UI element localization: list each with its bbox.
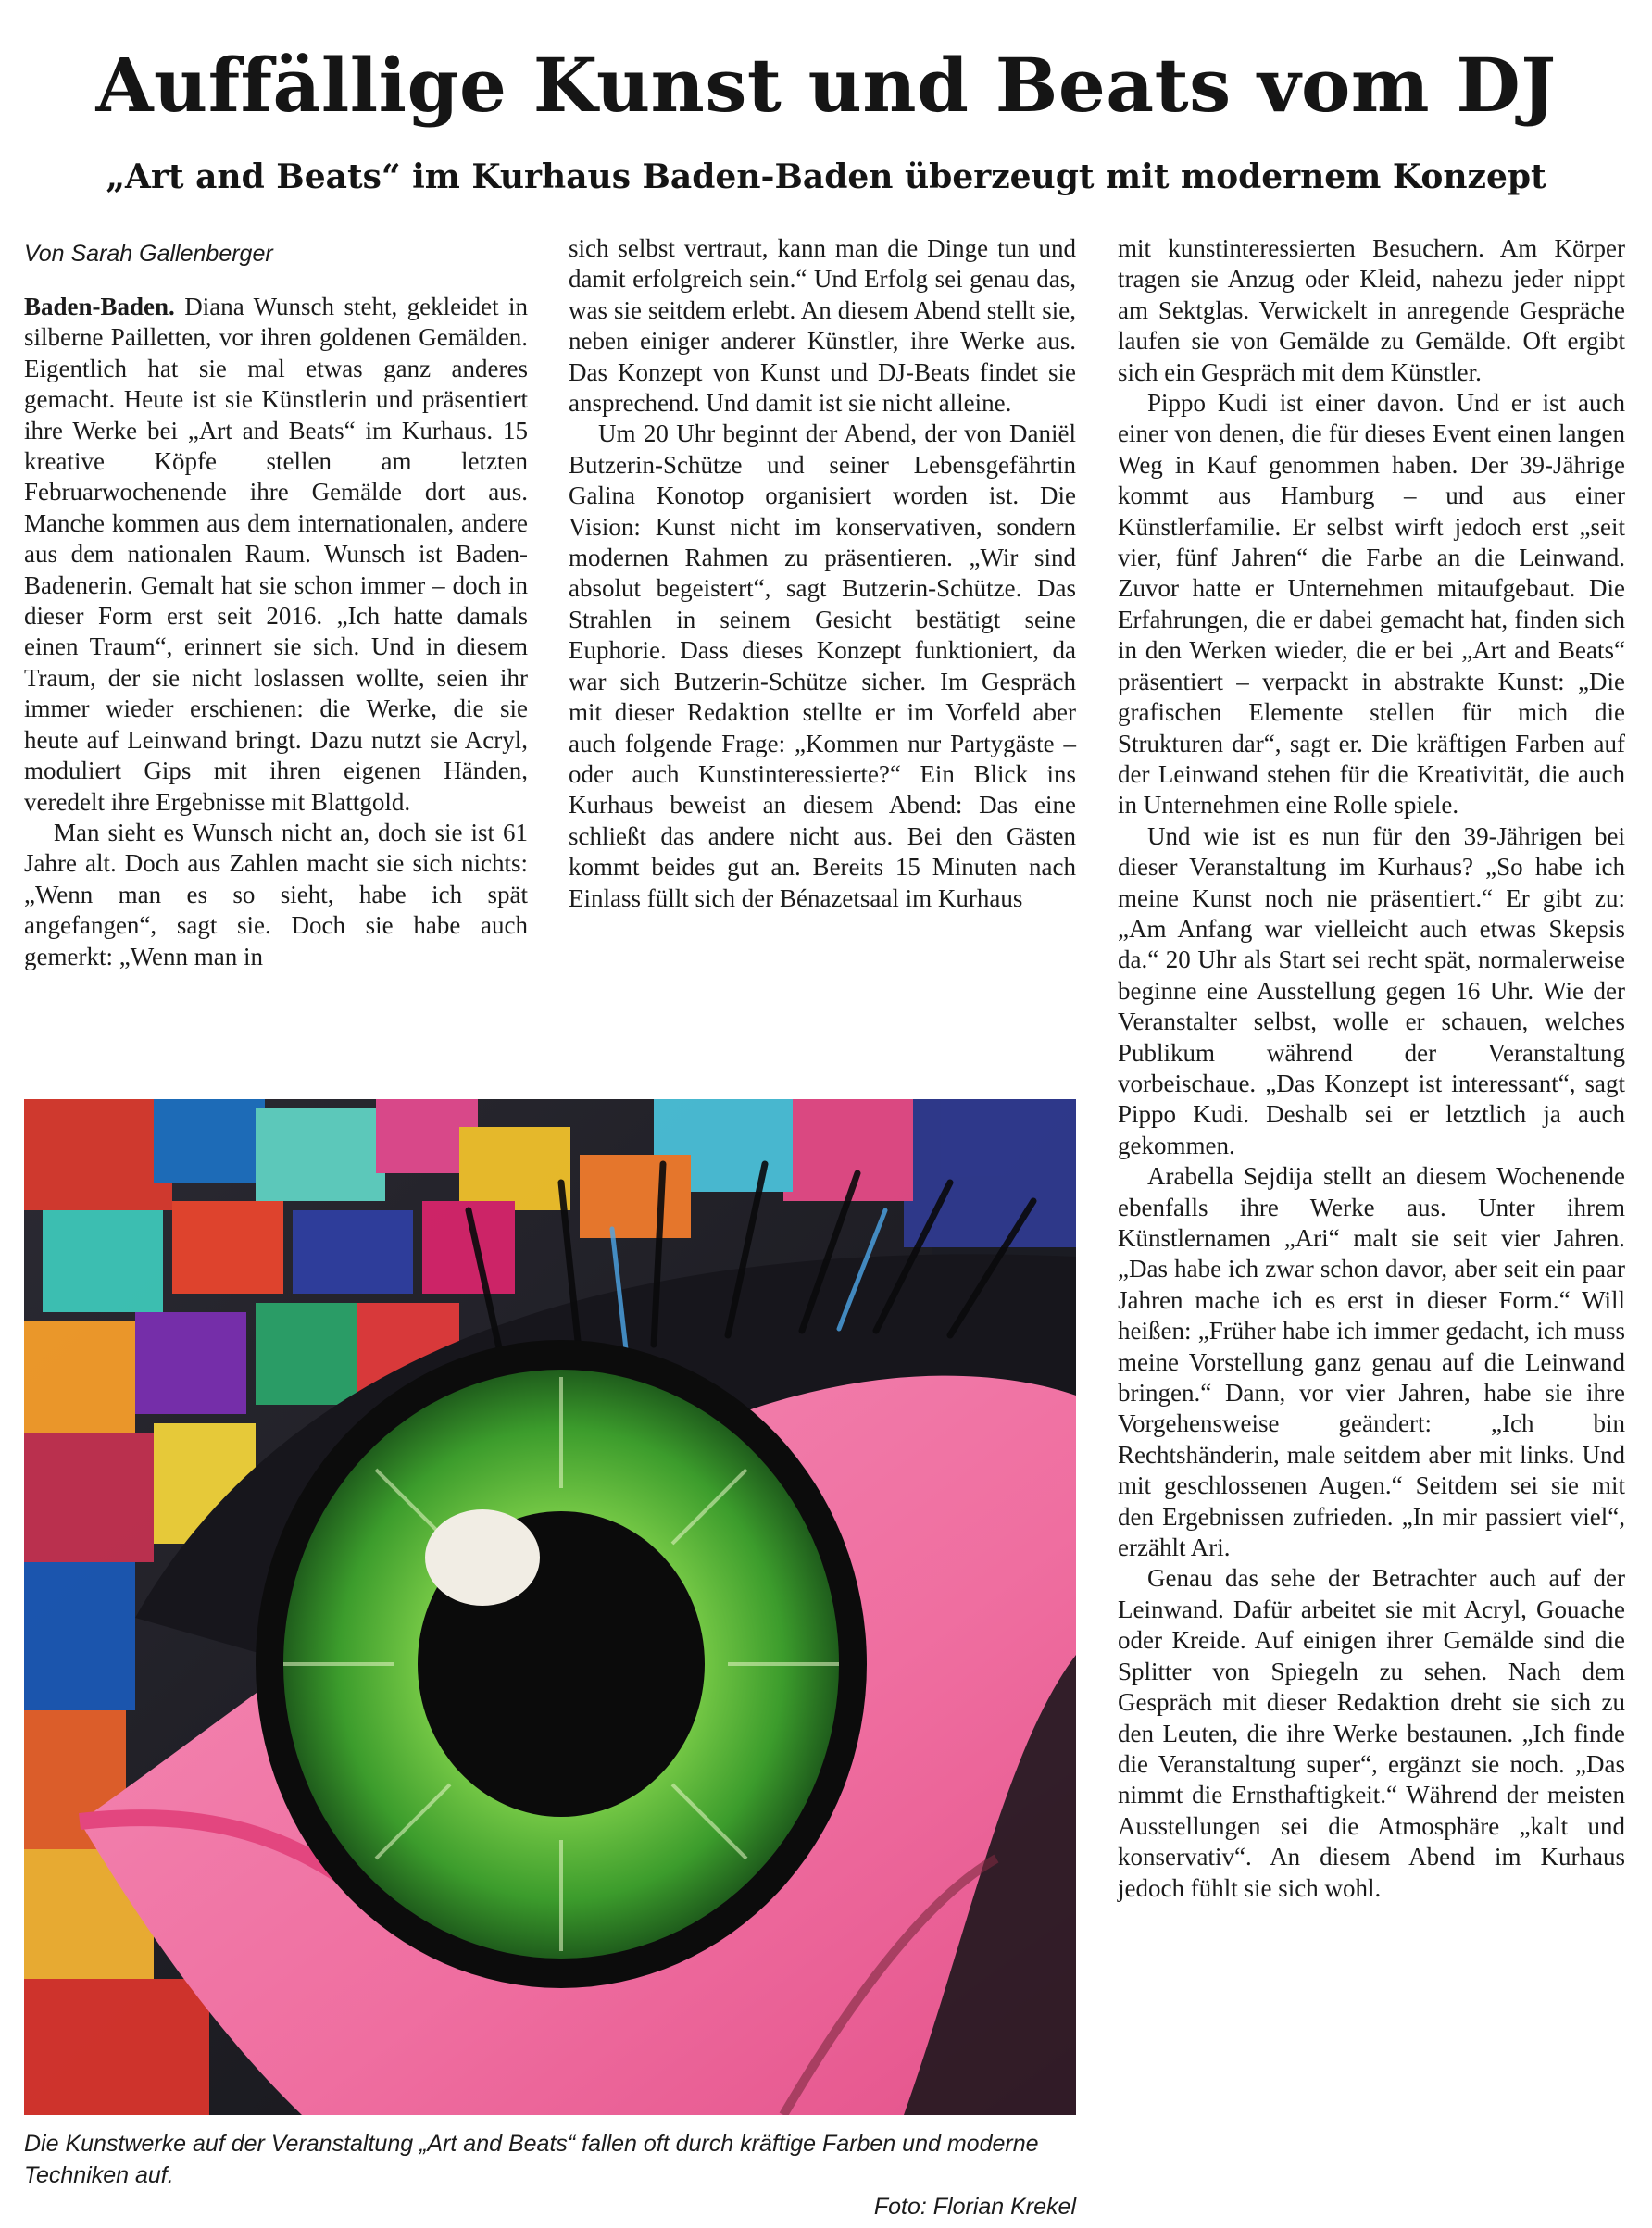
subheadline: „Art and Beats“ im Kurhaus Baden-Baden überzeugt mit modernem Konzept (106, 157, 1546, 196)
headline: Auffällige Kunst und Beats vom DJ (95, 42, 1557, 129)
paragraph: Arabella Sejdija stellt an diesem Wochenende ebenfalls ihre Werke aus. Unter ihrem Künstlernamen „Ari“ malt sie seit vier Jahren. „Das habe ich zwar schon davor, aber seit ein paar Jahren mache ich es erst in dieser Form.“ Will heißen: „Früher habe ich immer gedacht, ich muss meine Vorstellung ganz genau auf die Leinwand bringen.“ Dann, vor vier Jahren, habe sie ihre Vorgehensweise geändert: „Ich bin Rechtshänderin, male seitdem aber mit links. Und mit geschlossenen Augen.“ Seitdem sei sie mit den Ergebnissen zufrieden. „In mir passiert viel“, erzählt Ari. (1118, 1162, 1625, 1562)
paragraph: Genau das sehe der Betrachter auch auf der Leinwand. Dafür arbeitet sie mit Acryl, Gouache oder Kreide. Auf einigen ihrer Gemälde sind die Splitter von Spiegeln zu sehen. Nach dem Gespräch mit dieser Redaktion dreht sie sich zu den Leuten, die ihre Werke bestaunen. „Ich finde die Veranstaltung super“, ergänzt sie noch. „Das nimmt die Ernsthaftigkeit.“ Während der meisten Ausstellungen sei die Atmosphäre „kalt und konservativ“. An diesem Abend im Kurhaus jedoch fühlt sie sich wohl. (1118, 1564, 1625, 1902)
dateline: Baden-Baden. (24, 293, 175, 320)
article-column-1 (24, 292, 528, 972)
paragraph-text: Diana Wunsch steht, gekleidet in silberne Pailletten, vor ihren goldenen Gemälden. Eigentlich hat sie mal etwas ganz anderes gemacht. Heute ist sie Künstlerin und präsentiert ihre Werke bei „Art and Beats“ im Kurhaus. 15 kreative Köpfe stellen am letzten Februarwochenende ihre Gemälde dort aus. Manche kommen aus dem internationalen, andere aus dem nationalen Raum. Wunsch ist Baden-Badenerin. Gemalt hat sie schon immer – doch in dieser Form erst seit 2016. „Ich hatte damals einen Traum“, erinnert sie sich. Und in diesem Traum, der sie nicht loslassen wollte, seien ihr immer wieder erschienen: die Werke, die sie heute auf Leinwand bringt. Dazu nutzt sie Acryl, moduliert Gips mit ihren eigenen Händen, veredelt ihre Ergebnisse mit Blattgold. (24, 293, 529, 816)
paragraph: mit kunstinteressierten Besuchern. Am Körper tragen sie Anzug oder Kleid, nahezu jeder nippt am Sektglas. Verwickelt in anregende Gespräche laufen sie von Gemälde zu Gemälde. Oft ergibt sich ein Gespräch mit dem Künstler. (1118, 234, 1625, 386)
eye-painting-image (24, 1099, 1076, 2115)
photo-credit: Foto: Florian Krekel (873, 2194, 1076, 2220)
paragraph (24, 292, 528, 818)
caption-text: Die Kunstwerke auf der Veranstaltung „Art and Beats“ fallen oft durch kräftige Farben und moderne Techniken auf. (24, 2131, 1039, 2188)
paragraph: Man sieht es Wunsch nicht an, doch sie ist 61 Jahre alt. Doch aus Zahlen macht sie sich nichts: „Wenn man es so sieht, habe ich spät angefangen“, sagt sie. Doch sie habe auch gemerkt: „Wenn man in (24, 818, 528, 970)
paragraph: Um 20 Uhr beginnt der Abend, der von Daniël Butzerin-Schütze und seiner Lebensgefährtin Galina Konotop organisiert worden ist. Die Vision: Kunst nicht im konservativen, sondern modernen Rahmen zu präsentieren. „Wir sind absolut begeistert“, sagt Butzerin-Schütze. Das Strahlen in seinem Gesicht bestätigt seine Euphorie. Dass dieses Konzept funktioniert, da war sich Butzerin-Schütze sicher. Im Gespräch mit dieser Redaktion stellte er im Vorfeld aber auch folgende Frage: „Kommen nur Partygäste – oder auch Kunstinteressierte?“ Ein Blick ins Kurhaus beweist an diesem Abend: Das eine schließt das andere nicht aus. Bei den Gästen kommt beides gut an. Bereits 15 Minuten nach Einlass füllt sich der Bénazetsaal im Kurhaus (569, 419, 1076, 912)
paragraph: Pippo Kudi ist einer davon. Und er ist auch einer von denen, die für dieses Event einen langen Weg in Kauf genommen haben. Der 39-Jährige kommt aus Hamburg – und aus einer Künstlerfamilie. Er selbst wirft jedoch erst „seit vier, fünf Jahren“ die Farbe an die Leinwand. Zuvor hatte er Unternehmen mitaufgebaut. Die Erfahrungen, die er dabei gemacht hat, finden sich in den Werken wieder, die er bei „Art and Beats“ präsentiert – verpackt in abstrakte Kunst: „Die grafischen Elemente stellen für mich die Strukturen dar“, sagt er. Die kräftigen Farben auf der Leinwand stehen für die Kreativität, die auch in Unternehmen eine Rolle spiele. (1118, 389, 1625, 820)
paragraph: sich selbst vertraut, kann man die Dinge tun und damit erfolgreich sein.“ Und Erfolg sei genau das, was sie seitdem erlebt. An diesem Abend stellt sie, neben einiger anderer Künstler, ihre Werke aus. Das Konzept von Kunst und DJ-Beats findet sie ansprechend. Und damit ist sie nicht alleine. (569, 234, 1076, 418)
paragraph: Und wie ist es nun für den 39-Jährigen bei dieser Veranstaltung im Kurhaus? „So habe ich meine Kunst noch nie präsentiert.“ Er gibt zu: „Am Anfang war vielleicht auch etwas Skepsis da.“ 20 Uhr als Start sei recht spät, normalerweise beginne eine Ausstellung gegen 16 Uhr. Wie der Veranstalter selbst, wolle er schauen, welches Publikum während der Veranstaltung vorbeischaue. „Das Konzept ist interessant“, sagt Pippo Kudi. Deshalb sei er letztlich ja auch gekommen. (1118, 821, 1625, 1159)
photo-caption (24, 2128, 1076, 2222)
article-column-3 (1118, 233, 1625, 1904)
article-column-2 (569, 233, 1076, 914)
article-photo (24, 1099, 1076, 2115)
byline: Von Sarah Gallenberger (24, 241, 273, 267)
